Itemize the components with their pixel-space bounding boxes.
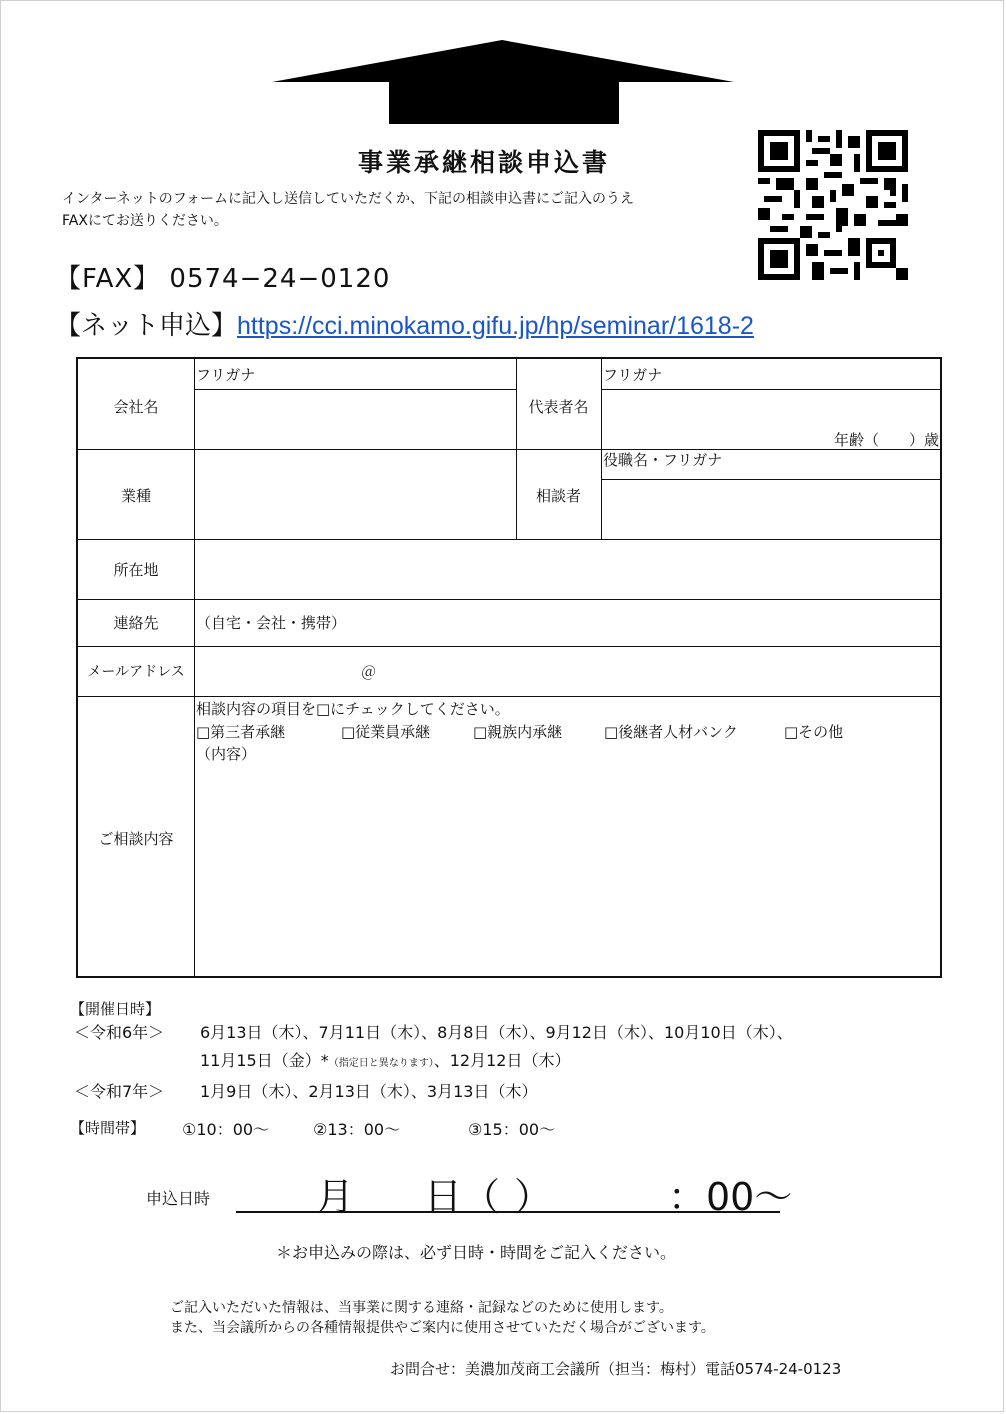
intro-line-1: インターネットのフォームに記入し送信していただくか、下記の相談申込書にご記入のうえ: [62, 191, 635, 207]
industry-label: 業種: [120, 487, 151, 505]
reiwa7-dates: 1月9日（木）、2月13日（木）、3月13日（木）: [200, 1082, 538, 1101]
apply-weekday-close: ）: [514, 1175, 553, 1219]
content-label: ご相談内容: [98, 830, 174, 848]
content-detail-field[interactable]: [196, 765, 941, 975]
content-detail-label: （内容）: [196, 745, 257, 763]
option-other[interactable]: □その他: [784, 723, 844, 741]
intro-text: [62, 188, 752, 232]
application-url-link[interactable]: https://cci.minokamo.gifu.jp/hp/seminar/1618-2: [237, 312, 754, 340]
representative-age-label: 年齢（ ）歳: [834, 431, 940, 449]
intro-line-2: FAXにてお送りください。: [62, 213, 228, 229]
email-field[interactable]: [196, 648, 941, 694]
net-application: [55, 305, 754, 342]
apply-month-label: 月: [316, 1175, 355, 1219]
application-form: [76, 357, 942, 978]
net-label: 【ネット申込】: [55, 311, 238, 341]
time-slot-2[interactable]: ②13：00～: [313, 1120, 401, 1139]
option-third-party[interactable]: □第三者承継: [196, 723, 286, 741]
qr-code[interactable]: [758, 130, 908, 280]
contact-info: お問合せ：美濃加茂商工会議所（担当：梅村）電話0574-24-0123: [390, 1360, 842, 1378]
privacy-notice: [170, 1298, 715, 1338]
reiwa6-dec-date: 、12月12日（木）: [433, 1051, 571, 1070]
consultant-name-field[interactable]: [603, 481, 941, 537]
content-instruction: 相談内容の項目を□にチェックしてください。: [196, 700, 510, 718]
company-furigana-label: フリガナ: [196, 366, 256, 384]
reiwa7-label: ＜令和7年＞: [74, 1082, 165, 1101]
option-successor-bank[interactable]: □後継者人材バンク: [604, 723, 738, 741]
fax-number: 【FAX】 0574−24−0120: [55, 264, 391, 294]
reiwa6-dates-line1: 6月13日（木）、7月11日（木）、8月8日（木）、9月12日（木）、10月10日（木）、: [200, 1023, 793, 1042]
company-furigana-field[interactable]: [196, 366, 514, 388]
reiwa6-nov-date: 11月15日（金）*: [200, 1051, 329, 1070]
apply-time-label: ：00～: [668, 1175, 793, 1219]
form-title: 事業承継相談申込書: [358, 148, 611, 177]
company-name-field[interactable]: [196, 391, 514, 447]
reiwa6-label: ＜令和6年＞: [74, 1023, 165, 1042]
privacy-line-1: ご記入いただいた情報は、当事業に関する連絡・記録などのために使用します。: [170, 1300, 673, 1316]
contact-hint: （自宅・会社・携帯）: [196, 614, 347, 632]
email-at-symbol: ＠: [361, 663, 377, 681]
address-field[interactable]: [196, 541, 941, 597]
apply-day-label: 日（: [424, 1175, 501, 1219]
representative-furigana-label: フリガナ: [603, 366, 663, 384]
time-slot-heading: 【時間帯】: [70, 1119, 146, 1137]
reiwa6-dates-line2: [200, 1048, 570, 1071]
contact-label: 連絡先: [113, 614, 159, 632]
email-label: メールアドレス: [87, 664, 185, 680]
consultant-title-label: 役職名・フリガナ: [603, 451, 723, 469]
company-name-label: 会社名: [113, 398, 159, 416]
consultant-label: 相談者: [535, 487, 581, 505]
representative-label: 代表者名: [528, 398, 589, 416]
industry-field[interactable]: [196, 451, 514, 537]
time-slot-3[interactable]: ③15：00～: [468, 1120, 556, 1139]
apply-datetime-label: 申込日時: [146, 1189, 211, 1208]
required-note: ＊お申込みの際は、必ず日時・時間をご記入ください。: [276, 1243, 677, 1262]
up-arrow-graphic: [0, 0, 1006, 130]
privacy-line-2: また、当会議所からの各種情報提供やご案内に使用させていただく場合がございます。: [170, 1320, 715, 1336]
schedule-heading: 【開催日時】: [70, 1000, 161, 1018]
option-employee[interactable]: □従業員承継: [341, 723, 431, 741]
reiwa6-date-note: （指定日と異なります）: [328, 1058, 434, 1069]
option-family[interactable]: □親族内承継: [473, 723, 563, 741]
address-label: 所在地: [113, 561, 159, 579]
time-slot-1[interactable]: ①10：00～: [182, 1120, 270, 1139]
contact-field[interactable]: [338, 601, 938, 645]
